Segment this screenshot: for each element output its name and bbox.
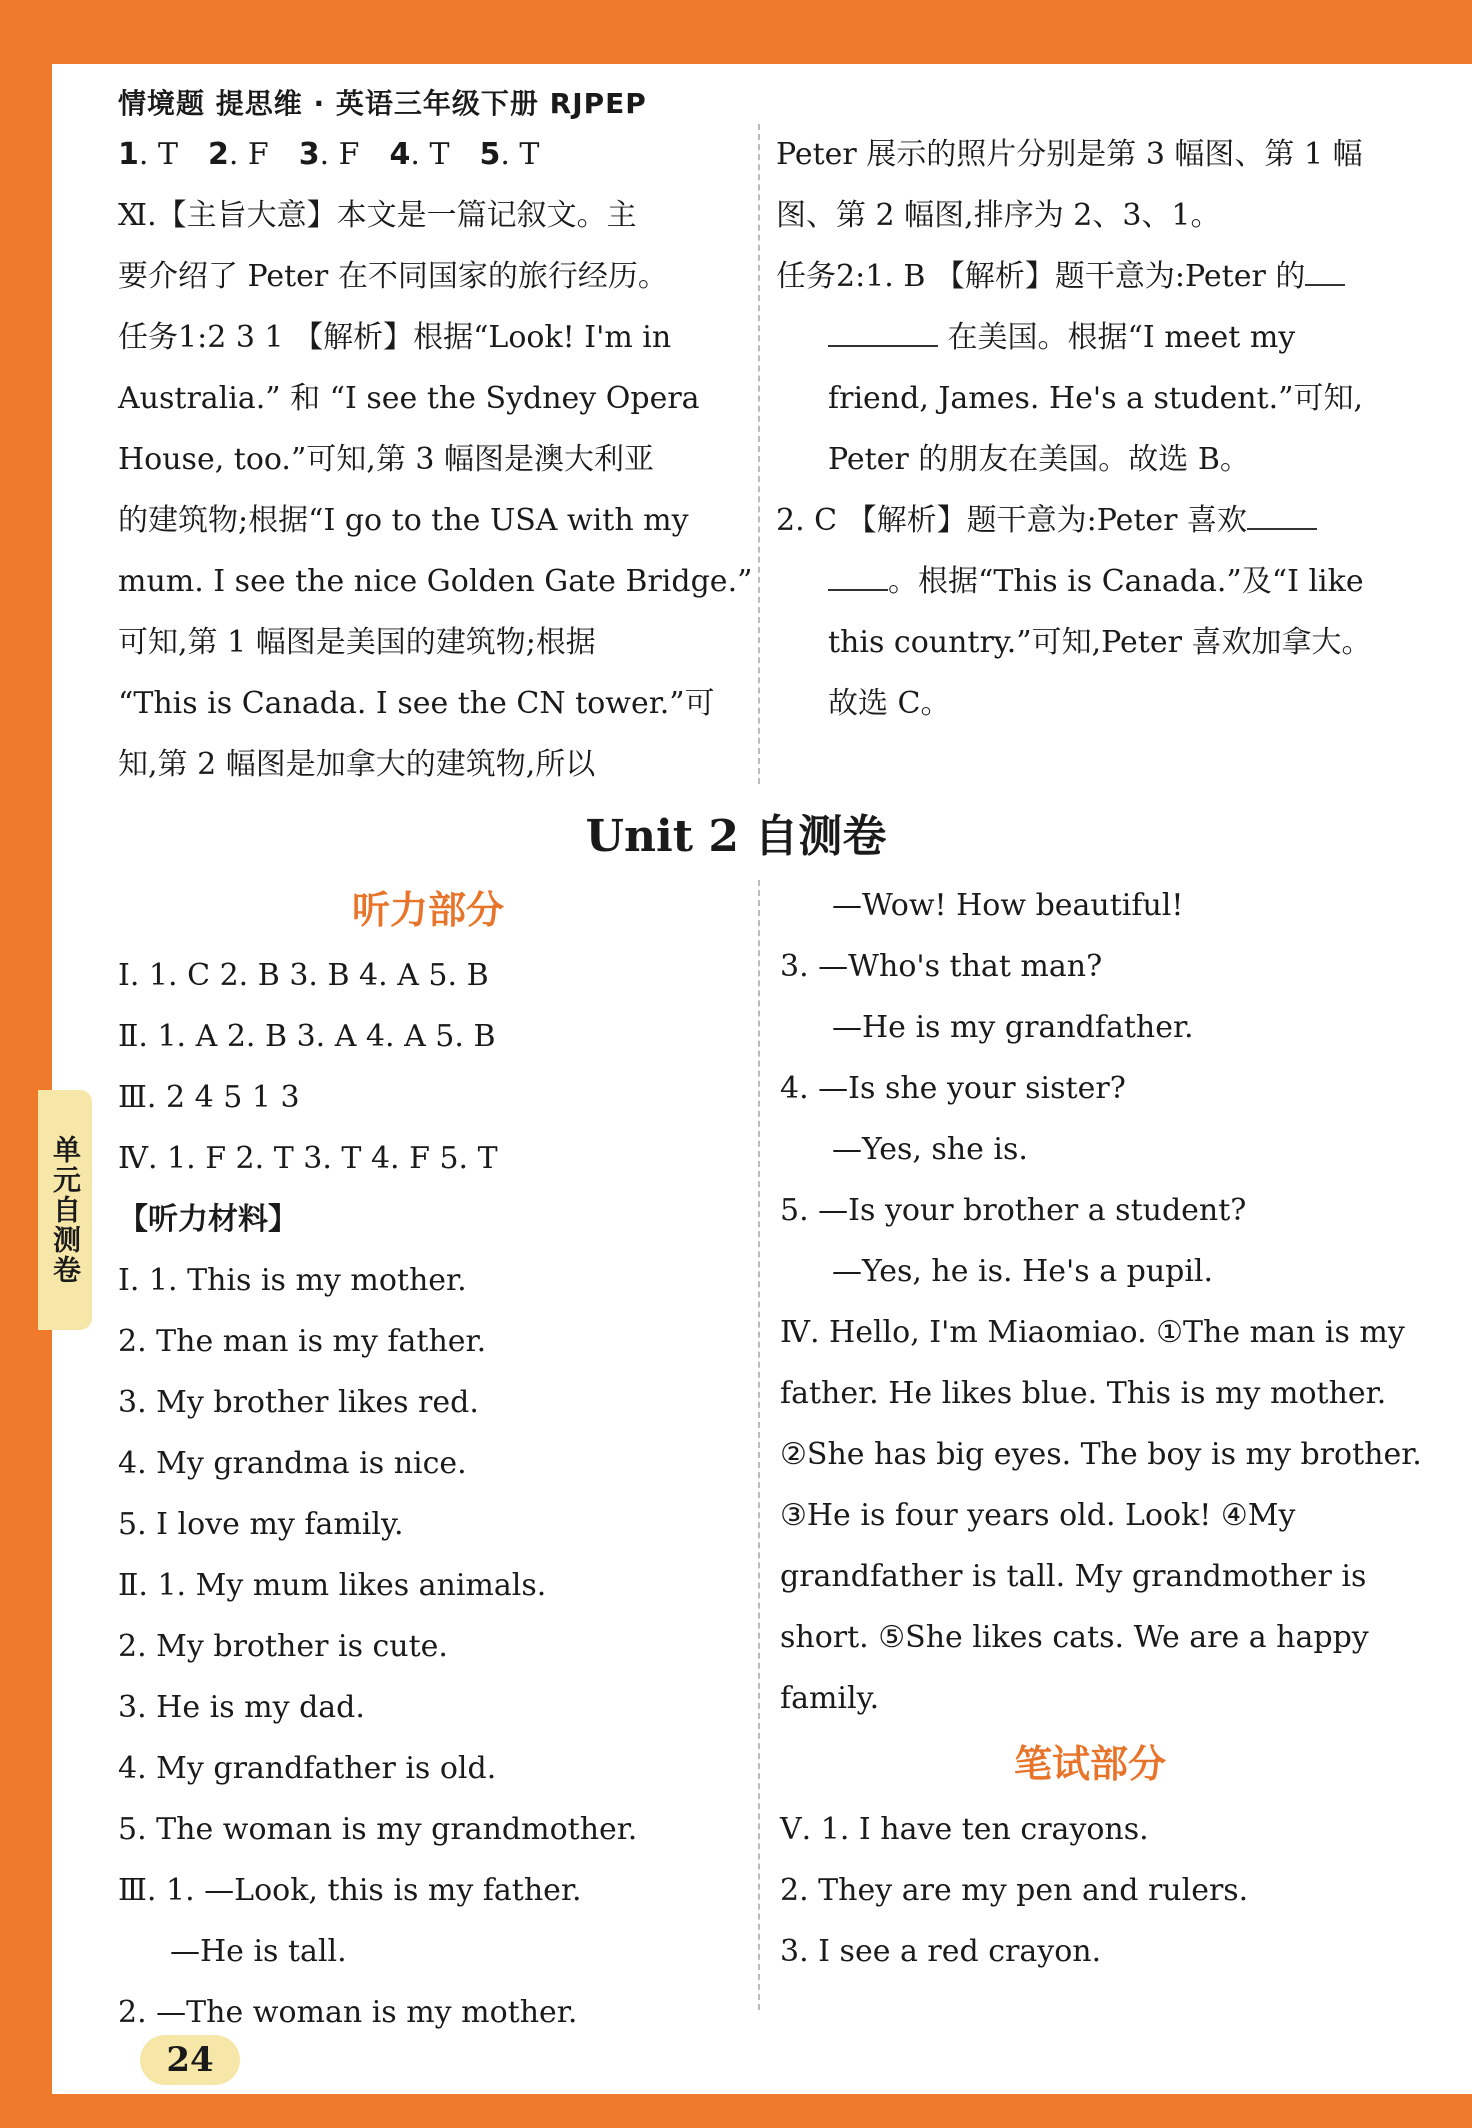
text-line: 3. My brother likes red. <box>118 1385 479 1420</box>
text-line: 3. He is my dad. <box>118 1690 365 1725</box>
writing-line: Ⅴ. 1. I have ten crayons. <box>780 1812 1149 1847</box>
text-line: 知,第 2 幅图是加拿大的建筑物,所以 <box>118 747 596 782</box>
text-line: 故选 C。 <box>828 686 951 721</box>
text-line: Ⅱ. 1. My mum likes animals. <box>118 1568 547 1603</box>
text-line: ②She has big eyes. The boy is my brother. <box>780 1437 1422 1472</box>
text-line: 5. I love my family. <box>118 1507 404 1542</box>
text-line: Australia.” 和 “I see the Sydney Opera <box>118 381 700 416</box>
text-line: 4. —Is she your sister? <box>780 1071 1126 1106</box>
top-left-column <box>118 124 753 795</box>
text-line: “This is Canada. I see the CN tower.”可 <box>118 686 715 721</box>
page-header: 情境题 提思维 · 英语三年级下册 RJPEP <box>118 87 647 120</box>
text-line: 2. —The woman is my mother. <box>118 1995 578 2030</box>
text-line: 2. My brother is cute. <box>118 1629 448 1664</box>
text-line: —He is tall. <box>170 1934 347 1969</box>
writing-title: 笔试部分 <box>1013 1742 1166 1786</box>
text-line <box>776 490 1416 551</box>
answer-line: Ⅳ. 1. F 2. T 3. T 4. F 5. T <box>118 1141 498 1176</box>
top-right-column <box>776 124 1416 734</box>
text-line: —Wow! How beautiful! <box>832 888 1184 923</box>
text-line: 4. My grandfather is old. <box>118 1751 497 1786</box>
text-span: 。根据“This is Canada.”及“I like <box>888 564 1364 599</box>
page-number: 24 <box>140 2035 240 2085</box>
text-line: 5. The woman is my grandmother. <box>118 1812 638 1847</box>
text-line: 的建筑物;根据“I go to the USA with my <box>118 503 689 538</box>
text-line: 3. —Who's that man? <box>780 949 1103 984</box>
text-line: Ⅰ. 1. This is my mother. <box>118 1263 467 1298</box>
text-line: —Yes, he is. He's a pupil. <box>832 1254 1214 1289</box>
text-line: 5. —Is your brother a student? <box>780 1193 1247 1228</box>
text-line: —He is my grandfather. <box>832 1010 1194 1045</box>
listening-title: 听力部分 <box>351 888 504 932</box>
bottom-right-column <box>780 875 1422 1982</box>
text-line: short. ⑤She likes cats. We are a happy <box>780 1620 1369 1655</box>
answer-blank <box>828 565 888 591</box>
text-line <box>776 307 1416 368</box>
text-line <box>776 551 1416 612</box>
text-line: ③He is four years old. Look! ④My <box>780 1498 1296 1533</box>
text-line: 图、第 2 幅图,排序为 2、3、1。 <box>776 198 1221 233</box>
text-line: 可知,第 1 幅图是美国的建筑物;根据 <box>118 625 596 660</box>
text-line: Ⅲ. 1. —Look, this is my father. <box>118 1873 582 1908</box>
answer-blank <box>1305 260 1345 286</box>
text-line: 要介绍了 Peter 在不同国家的旅行经历。 <box>118 259 668 294</box>
bottom-left-column <box>118 875 738 2043</box>
text-line <box>776 246 1416 307</box>
answer-blank <box>1247 504 1317 530</box>
writing-line: 2. They are my pen and rulers. <box>780 1873 1249 1908</box>
text-line: 任务1:2 3 1 【解析】根据“Look! I'm in <box>118 320 672 355</box>
text-line: 2. The man is my father. <box>118 1324 487 1359</box>
side-tab: 单元自测卷 <box>38 1090 92 1330</box>
section-title: Unit 2 自测卷 <box>585 811 887 862</box>
text-line: grandfather is tall. My grandmother is <box>780 1559 1367 1594</box>
text-line: Ⅺ.【主旨大意】本文是一篇记叙文。主 <box>118 198 637 233</box>
answer-blank <box>828 321 938 347</box>
column-divider <box>758 124 760 784</box>
text-line: Peter 的朋友在美国。故选 B。 <box>828 442 1250 477</box>
text-span: 在美国。根据“I meet my <box>947 320 1296 355</box>
text-line: 4. My grandma is nice. <box>118 1446 467 1481</box>
answer-line: Ⅰ. 1. C 2. B 3. B 4. A 5. B <box>118 958 489 993</box>
writing-line: 3. I see a red crayon. <box>780 1934 1102 1969</box>
text-line: this country.”可知,Peter 喜欢加拿大。 <box>828 625 1372 660</box>
text-line: —Yes, she is. <box>832 1132 1028 1167</box>
text-span: 2. C 【解析】题干意为:Peter 喜欢 <box>776 503 1248 538</box>
text-line: mum. I see the nice Golden Gate Bridge.” <box>118 564 753 599</box>
text-line: Peter 展示的照片分别是第 3 幅图、第 1 幅 <box>776 137 1363 172</box>
column-divider <box>758 880 760 2010</box>
answer-line: Ⅱ. 1. A 2. B 3. A 4. A 5. B <box>118 1019 496 1054</box>
task2-line: 任务2:1. B 【解析】题干意为:Peter 的 <box>776 259 1306 294</box>
text-line: House, too.”可知,第 3 幅图是澳大利亚 <box>118 442 654 477</box>
text-line: father. He likes blue. This is my mother. <box>780 1376 1387 1411</box>
answer-line: 1. T 2. F 3. F 4. T 5. T <box>118 137 540 172</box>
text-line: friend, James. He's a student.”可知, <box>828 381 1364 416</box>
material-title: 【听力材料】 <box>118 1202 298 1237</box>
text-line: family. <box>780 1681 880 1716</box>
answer-line: Ⅲ. 2 4 5 1 3 <box>118 1080 300 1115</box>
text-line: Ⅳ. Hello, I'm Miaomiao. ①The man is my <box>780 1315 1405 1350</box>
